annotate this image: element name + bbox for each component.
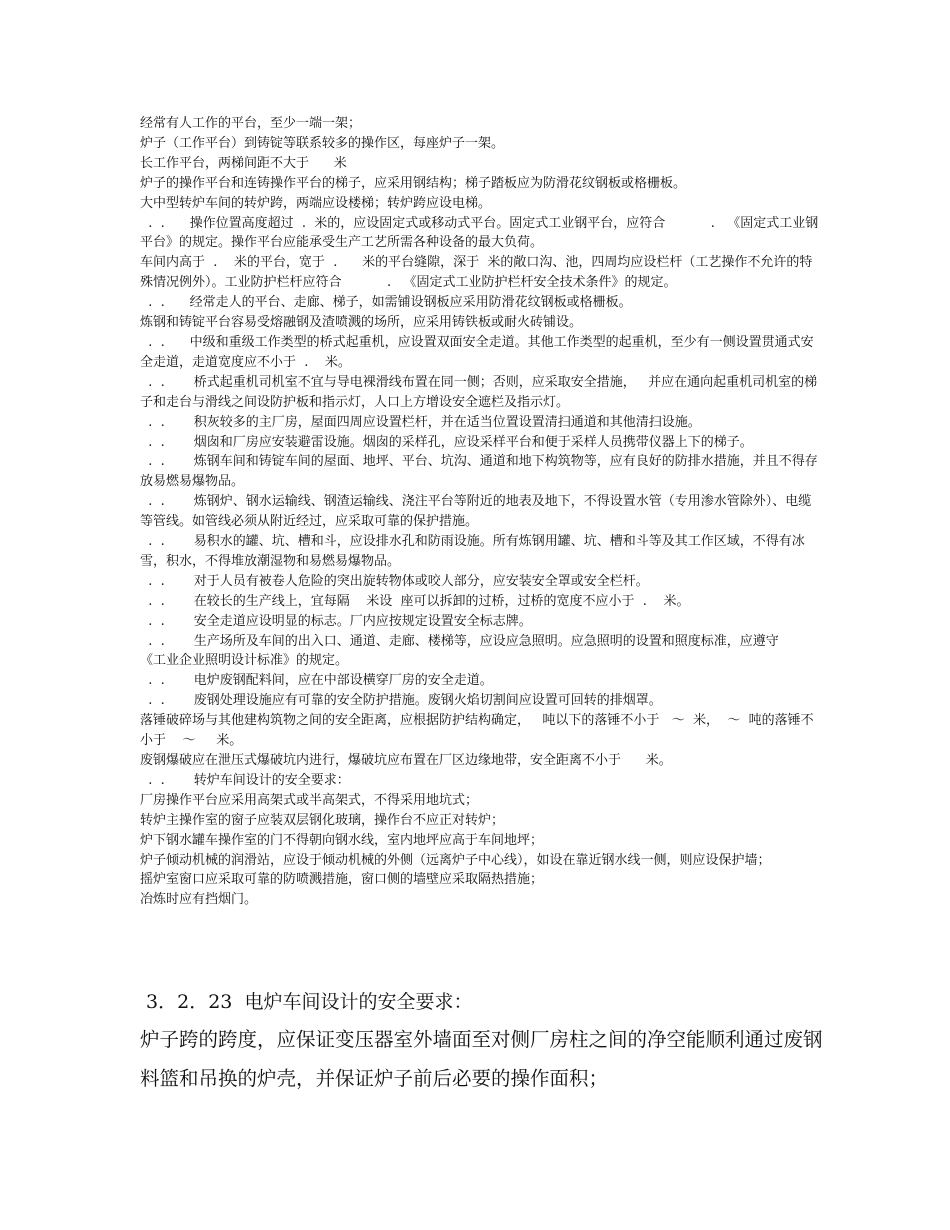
paragraph: 落锤破碎场与其他建构筑物之间的安全距离，应根据防护结构确定， 吨以下的落锤不小于 ～ 米， ～ 吨的落锤不小于 ～ 米。 [140, 713, 814, 749]
paragraph: . . 炼钢车间和铸锭车间的屋面、地坪、平台、坑沟、通道和地下构筑物等，应有良好的防排水措施，并且不得存放易燃易爆物品。 [140, 454, 818, 490]
paragraph: . . 生产场所及车间的出入口、通道、走廊、楼梯等，应设应急照明。应急照明的设置和照度标准，应遵守 《工业企业照明设计标准》的规定。 [140, 633, 833, 669]
paragraph: . . 安全走道应设明显的标志。厂内应按规定设置安全标志牌。 [140, 613, 532, 629]
paragraph: 炼钢和铸锭平台容易受熔融钢及渣喷溅的场所，应采用铸铁板或耐火砖铺设。 [140, 315, 583, 331]
paragraph: 冶炼时应有挡烟门。 [140, 892, 258, 908]
paragraph: . . 经常走人的平台、走廊、梯子，如需铺设钢板应采用防滑花纹钢板或格栅板。 [140, 295, 632, 311]
paragraph: . . 在较长的生产线上，宜每隔 米设 座可以拆卸的过桥，过桥的宽度不应小于 . 米。 [140, 593, 690, 609]
paragraph: 经常有人工作的平台，至少一端一架； [140, 116, 362, 131]
paragraph: . . 炼钢炉、钢水运输线、钢渣运输线、浇注平台等附近的地表及地下，不得设置水管（专用渗水管除外）、电缆等管线。如管线必须从附近经过，应采取可靠的保护措施。 [140, 494, 812, 530]
section-body: 炉子跨的跨度，应保证变压器室外墙面至对侧厂房柱之间的净空能顺利通过废钢料篮和吊换的炉壳，并保证炉子前后必要的操作面积； [140, 1028, 823, 1090]
paragraph: 炉子的操作平台和连铸操作平台的梯子，应采用钢结构；梯子踏板应为防滑花纹钢板或格栅板。 [140, 175, 687, 191]
paragraph: . . 中级和重级工作类型的桥式起重机，应设置双面安全走道。其他工作类型的起重机，至少有一侧设置贯通式安全走道，走道宽度应不小于 . 米。 [140, 334, 814, 370]
paragraph: . . 对于人员有被卷人危险的突出旋转物体或咬人部分，应安装安全罩或安全栏杆。 [140, 573, 649, 589]
paragraph: 废钢爆破应在泄压式爆破坑内进行，爆破坑应布置在厂区边缘地带，安全距离不小于 米。 [140, 753, 672, 768]
paragraph: 厂房操作平台应采用高架式或半高架式，不得采用地坑式； [140, 792, 479, 808]
paragraph: 长工作平台，两梯间距不大于 米 [140, 155, 347, 171]
paragraph: . . 烟囱和厂房应安装避雷设施。烟囱的采样孔，应设采样平台和便于采样人员携带仪器上下的梯子。 [140, 434, 753, 450]
paragraph: 转炉主操作室的窗子应装双层钢化玻璃，操作台不应正对转炉； [140, 812, 505, 828]
paragraph: . . 电炉废钢配料间，应在中部设横穿厂房的安全走道。 [140, 673, 493, 689]
body-text-block [140, 114, 833, 910]
paragraph: . . 易积水的罐、坑、槽和斗，应设排水孔和防雨设施。所有炼钢用罐、坑、槽和斗等及其工作区域，不得有冰雪，积水，不得堆放潮湿物和易燃易爆物品。 [140, 534, 805, 569]
paragraph: . . 操作位置高度超过 . 米的，应设固定式或移动式平台。固定式工业钢平台，应符合 . 《固定式工业钢平台》的规定。操作平台应能承受生产工艺所需各种设备的最大负荷。 [140, 215, 819, 251]
paragraph: 车间内高于 . 米的平台，宽于 . 米的平台缝隙，深于 米的敞口沟、池，四周均应设栏杆（工艺操作不允许的特殊情况例外）。工业防护栏杆应符合 . 《固定式工业防护栏杆安全技术条件》的规定。 [140, 255, 813, 291]
paragraph: . . 废钢处理设施应有可靠的安全防护措施。废钢火焰切割间应设置可回转的排烟罩。 [140, 693, 662, 709]
paragraph: 炉子倾动机械的润滑站，应设于倾动机械的外侧（远离炉子中心线），如设在靠近钢水线一侧，则应设保护墙； [140, 852, 771, 868]
section-heading: 3．2．23 电炉车间设计的安全要求： [140, 991, 473, 1013]
section-block [140, 988, 830, 1098]
paragraph: 大中型转炉车间的转炉跨，两端应设楼梯；转炉跨应设电梯。 [140, 195, 492, 211]
paragraph: 摇炉室窗口应采取可靠的防喷溅措施，窗口侧的墙壁应采取隔热措施； [140, 872, 544, 888]
paragraph: . . 积灰较多的主厂房，屋面四周应设置栏杆，并在适当位置设置清扫通道和其他清扫设施。 [140, 414, 701, 430]
paragraph: 炉下钢水罐车操作室的门不得朝向钢水线，室内地坪应高于车间地坪； [140, 832, 544, 848]
paragraph: . . 桥式起重机司机室不宜与导电裸滑线布置在同一侧；否则，应采取安全措施， 并应在通向起重机司机室的梯子和走台与滑线之间设防护板和指示灯，人口上方增设安全遮栏及指示灯。 [140, 374, 818, 410]
paragraph: . . 转炉车间设计的安全要求： [140, 772, 350, 788]
paragraph: 炉子（工作平台）到铸锭等联系较多的操作区，每座炉子一架。 [140, 135, 505, 151]
